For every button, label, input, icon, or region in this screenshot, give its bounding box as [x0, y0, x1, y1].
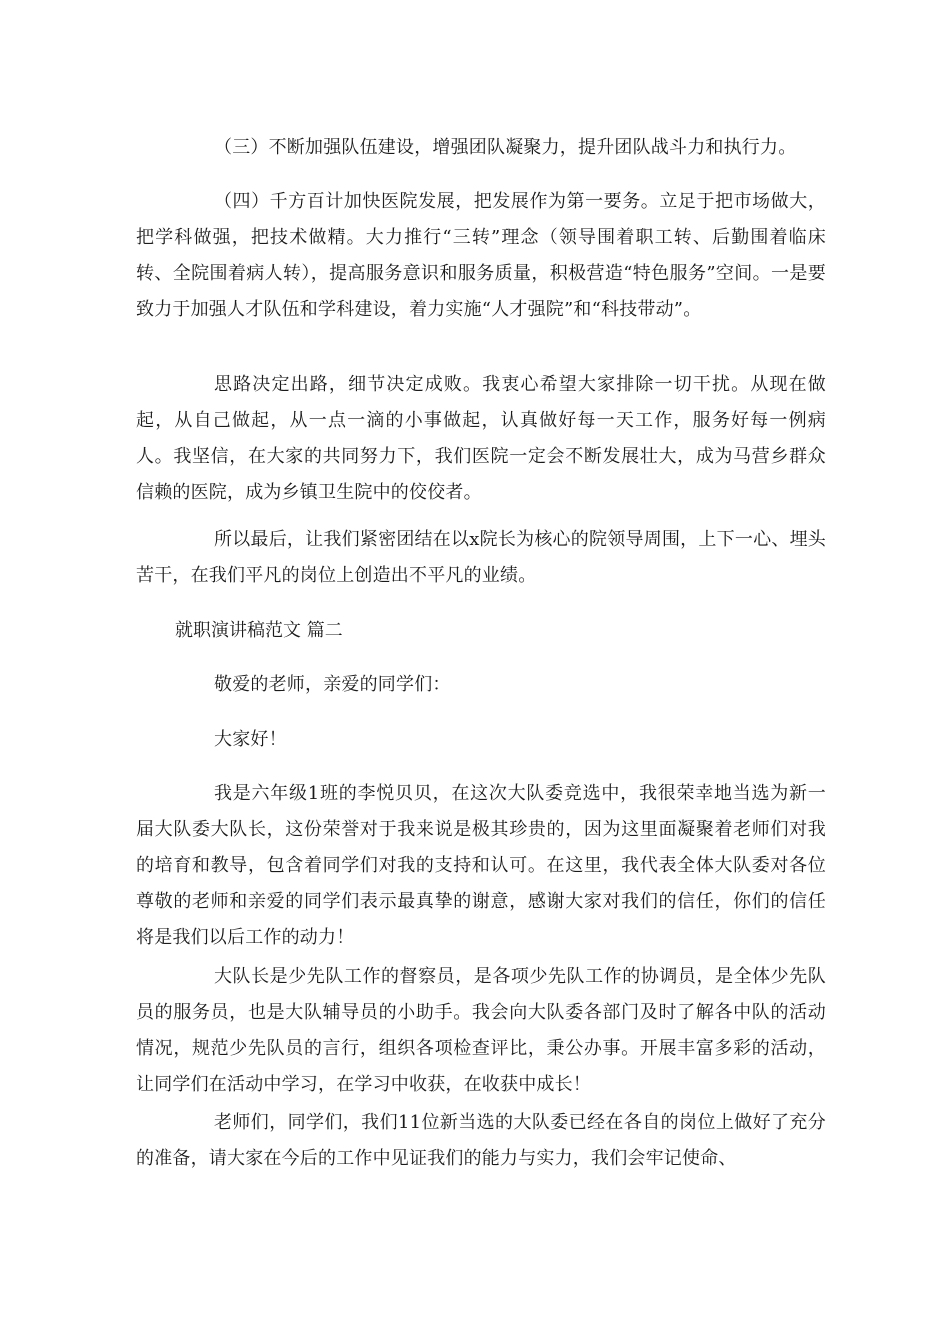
- paragraph-1: （三）不断加强队伍建设，增强团队凝聚力，提升团队战斗力和执行力。: [214, 137, 797, 158]
- paragraph-3: 思路决定出路，细节决定成败。我衷心希望大家排除一切干扰。从现在做起，从自己做起，从一点一滴的小事做起，认真做好每一天工作，服务好每一例病人。我坚信，在大家的共同努力下，我们医院一定会不断发展壮大，成为马营乡群众信赖的医院，成为乡镇卫生院中的佼佼者。: [136, 374, 826, 503]
- section-heading: 就职演讲稿范文 篇二: [175, 620, 343, 641]
- greeting-line: 敬爱的老师，亲爱的同学们：: [214, 674, 451, 695]
- hello-line: 大家好！: [214, 729, 287, 750]
- paragraph-5: 我是六年级1班的李悦贝贝，在这次大队委竞选中，我很荣幸地当选为新一届大队委大队长，这份荣誉对于我来说是极其珍贵的，因为这里面凝聚着老师们对我的培育和教导，包含着同学们对我的支持和认可。在这里，我代表全体大队委对各位尊敬的老师和亲爱的同学们表示最真挚的谢意，感谢大家对我们的信任，你们的信任将是我们以后工作的动力！: [136, 783, 826, 948]
- paragraph-2: （四）千方百计加快医院发展，把发展作为第一要务。立足于把市场做大，把学科做强，把技术做精。大力推行“三转”理念（领导围着职工转、后勤围着临床转、全院围着病人转），提高服务意识和服务质量，积极营造“特色服务”空间。一是要致力于加强人才队伍和学科建设，着力实施“人才强院”和“科技带动”。: [136, 191, 826, 320]
- paragraph-7: 老师们，同学们，我们11位新当选的大队委已经在各自的岗位上做好了充分的准备，请大家在今后的工作中见证我们的能力与实力，我们会牢记使命、: [136, 1112, 826, 1169]
- paragraph-4: 所以最后，让我们紧密团结在以x院长为核心的院领导周围，上下一心、埋头苦干，在我们平凡的岗位上创造出不平凡的业绩。: [136, 529, 826, 586]
- paragraph-6: 大队长是少先队工作的督察员，是各项少先队工作的协调员，是全体少先队员的服务员，也是大队辅导员的小助手。我会向大队委各部门及时了解各中队的活动情况，规范少先队员的言行，组织各项检查评比，秉公办事。开展丰富多彩的活动，让同学们在活动中学习，在学习中收获，在收获中成长！: [136, 966, 826, 1095]
